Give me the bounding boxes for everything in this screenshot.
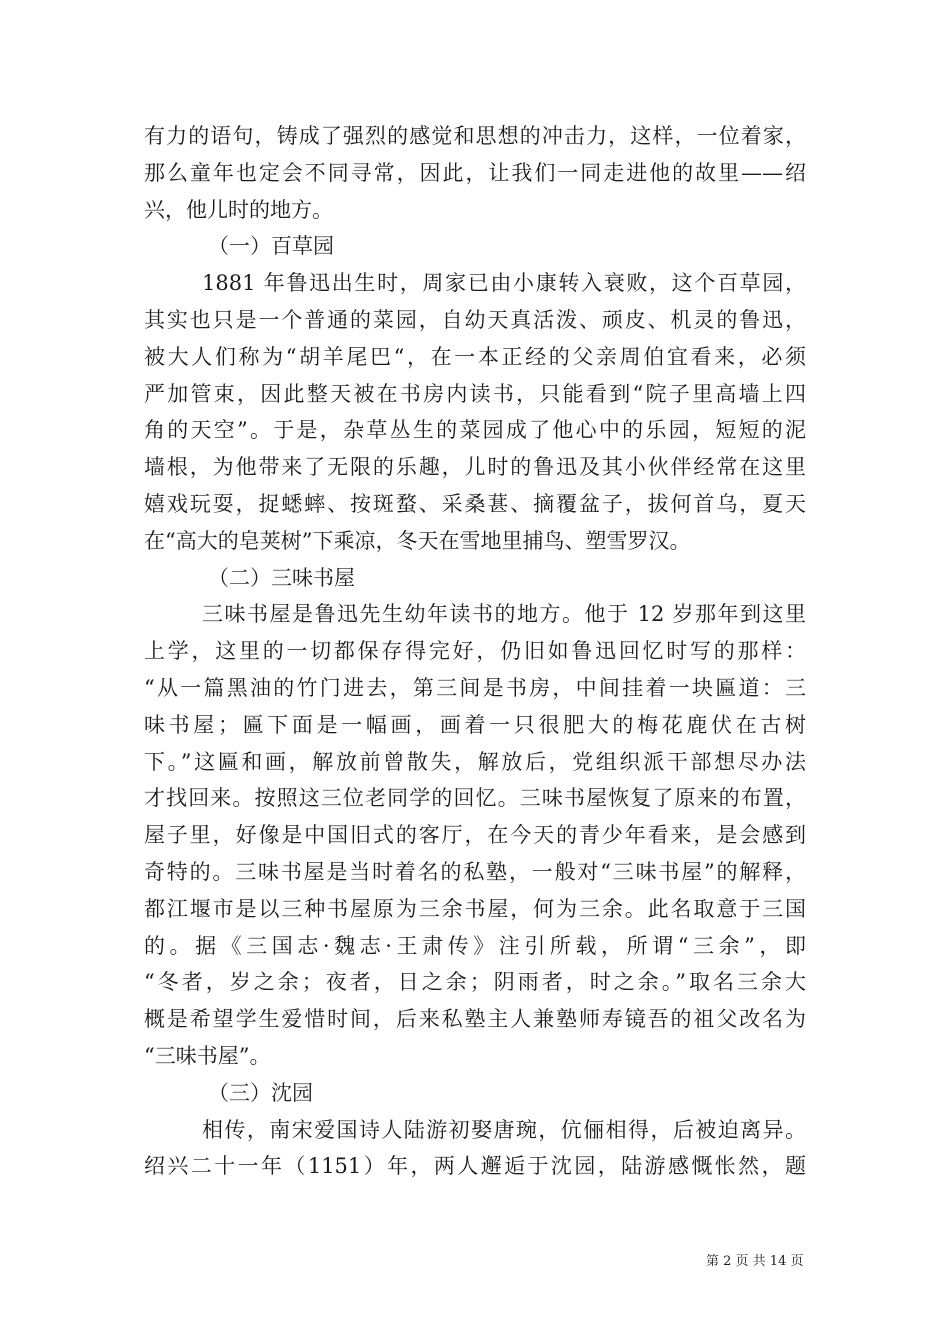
section-heading-baicaoyuan: （一）百草园 — [208, 234, 334, 259]
text-line: 在“高大的皂荚树”下乘凉，冬天在雪地里捕鸟、塑雪罗汉。 — [144, 528, 691, 553]
text-line: 有力的语句，铸成了强烈的感觉和思想的冲击力，这样，一位着家， — [144, 124, 806, 148]
text-line: 相传，南宋爱国诗人陆游初娶唐琬，伉俪相得，后被迫离异。 — [202, 1117, 806, 1142]
text-line: 1881 年鲁迅出生时，周家已由小康转入衰败，这个百草园， — [202, 271, 806, 296]
page-number: 第 2 页 共 14 页 — [706, 1254, 804, 1269]
text-line: “从一篇黑油的竹门进去，第三间是书房，中间挂着一块匾道：三 — [144, 675, 806, 700]
text-line: 才找回来。按照这三位老同学的回忆。三味书屋恢复了原来的布置， — [144, 786, 806, 811]
text-line: 绍兴二十一年（1151）年，两人邂逅于沈园，陆游感慨怅然，题 — [144, 1154, 806, 1179]
text-line: 其实也只是一个普通的菜园，自幼天真活泼、顽皮、机灵的鲁迅， — [144, 307, 806, 332]
section-heading-shenyuan: （三）沈园 — [208, 1080, 313, 1105]
section-heading-sanweishuwu: （二）三味书屋 — [208, 565, 355, 590]
text-line: 概是希望学生爱惜时间，后来私塾主人兼塾师寿镜吾的祖父改名为 — [144, 1007, 806, 1032]
text-line: 奇特的。三味书屋是当时着名的私塾，一般对“三味书屋”的解释， — [144, 859, 806, 884]
text-line: 上学，这里的一切都保存得完好，仍旧如鲁迅回忆时写的那样： — [144, 639, 806, 664]
text-line: “三味书屋”。 — [144, 1043, 271, 1068]
text-line: 兴，他儿时的地方。 — [144, 197, 333, 222]
text-line: 被大人们称为“胡羊尾巴“，在一本正经的父亲周伯宜看来，必须 — [144, 344, 806, 369]
text-line: 严加管束，因此整天被在书房内读书，只能看到“院子里高墙上四 — [144, 381, 806, 406]
text-line: 角的天空”。于是，杂草丛生的菜园成了他心中的乐园，短短的泥 — [144, 418, 806, 443]
text-line: 屋子里，好像是中国旧式的客厅，在今天的青少年看来，是会感到 — [144, 823, 806, 848]
text-line: 那么童年也定会不同寻常，因此，让我们一同走进他的故里——绍 — [144, 160, 806, 185]
text-line: 三味书屋是鲁迅先生幼年读书的地方。他于 12 岁那年到这里 — [202, 602, 806, 627]
text-line: 嬉戏玩耍，捉蟋蟀、按斑蝥、采桑葚、摘覆盆子，拔何首乌，夏天 — [144, 491, 806, 516]
text-line: 味书屋；匾下面是一幅画，画着一只很肥大的梅花鹿伏在古树 — [144, 712, 806, 737]
text-line: 都江堰市是以三种书屋原为三余书屋，何为三余。此名取意于三国 — [144, 896, 806, 921]
text-line: 下。”这匾和画，解放前曾散失，解放后，党组织派干部想尽办法 — [144, 749, 806, 774]
document-body — [144, 118, 806, 1185]
text-line: 墙根，为他带来了无限的乐趣，儿时的鲁迅及其小伙伴经常在这里 — [144, 455, 806, 480]
text-line: 的。据《三国志·魏志·王肃传》注引所载，所谓“三余”，即 — [144, 933, 806, 958]
text-line: “冬者，岁之余；夜者，日之余；阴雨者，时之余。”取名三余大 — [144, 970, 806, 995]
